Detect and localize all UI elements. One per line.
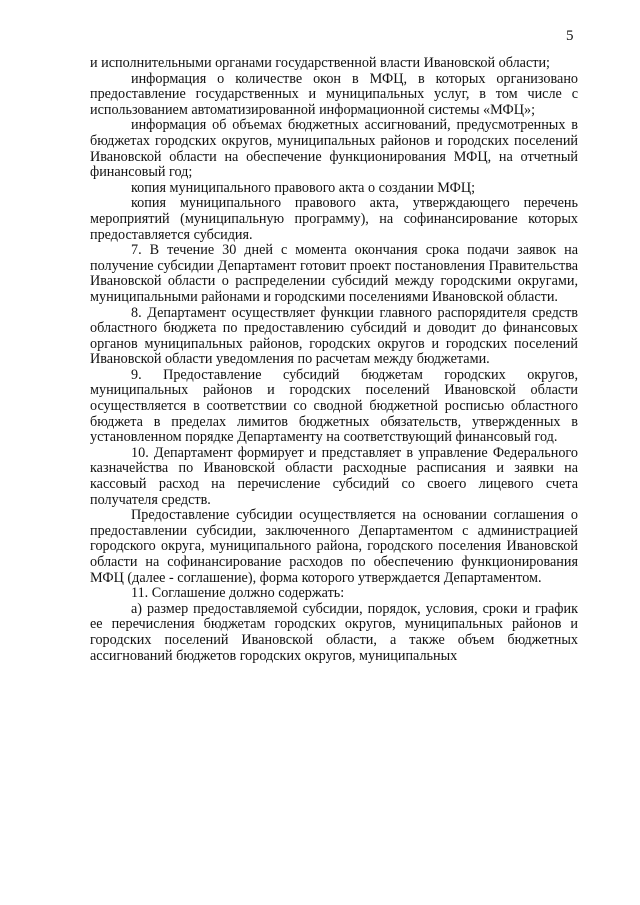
- paragraph-item-11a: а) размер предоставляемой субсидии, порядок, условия, сроки и график ее перечисления бюджетам городских округов, муниципальных районов и городских поселений Ивановской области, а также объем бюджетных ассигнований бюджетов городских округов, муниципальных: [90, 600, 578, 664]
- paragraph-item-10: 10. Департамент формирует и представляет в управление Федерального казначейства по Ивановской области расходные расписания и заявки на кассовый расход на перечисление субсидий со своего лицевого счета получателя средств.: [90, 444, 578, 508]
- paragraph-agreement: Предоставление субсидии осуществляется на основании соглашения о предоставлении субсидии, заключенного Департаментом с администрацией городского округа, муниципального района, городского поселения Ивановской области на софинансирование расходов по обеспечению функционирования МФЦ (далее - соглашение), форма которого утверждается Департаментом.: [90, 507, 578, 586]
- page-number: 5: [566, 28, 574, 44]
- paragraph-act-copy: копия муниципального правового акта о создании МФЦ;: [131, 179, 476, 196]
- paragraph-item-8: 8. Департамент осуществляет функции главного распорядителя средств областного бюджета по предоставлению субсидий и доводит до финансовых органов муниципальных районов, городских округов и городских поселений Ивановской области уведомления по расчетам между бюджетами.: [90, 304, 578, 368]
- paragraph-budget-info: информация об объемах бюджетных ассигнований, предусмотренных в бюджетах городских округов, муниципальных районов и городских поселений Ивановской области на обеспечение функционирования МФЦ, на отчетный финансовый год;: [90, 117, 578, 181]
- paragraph-item-7: 7. В течение 30 дней с момента окончания срока подачи заявок на получение субсидии Департамент готовит проект постановления Правительства Ивановской области о распределении субсидий между городскими округами, муниципальными районами и городскими поселениями Ивановской области.: [90, 242, 578, 305]
- paragraph-item-11: 11. Соглашение должно содержать:: [131, 585, 345, 602]
- document-body: [90, 56, 578, 664]
- paragraph-windows-info: информация о количестве окон в МФЦ, в которых организовано предоставление государственных и муниципальных услуг, в том числе с использованием автоматизированной информационной системы «МФЦ»;: [90, 70, 578, 118]
- paragraph-item-9: 9. Предоставление субсидий бюджетам городских округов, муниципальных районов и городских поселений Ивановской области осуществляется в соответствии со сводной бюджетной росписью областного бюджета в пределах лимитов бюджетных обязательств, утвержденных в установленном порядке Департаменту на соответствующий финансовый год.: [90, 366, 578, 446]
- paragraph-intro: и исполнительными органами государственной власти Ивановской области;: [90, 55, 551, 71]
- paragraph-program-copy: копия муниципального правового акта, утверждающего перечень мероприятий (муниципальную программу), на софинансирование которых предоставляется субсидия.: [90, 195, 578, 243]
